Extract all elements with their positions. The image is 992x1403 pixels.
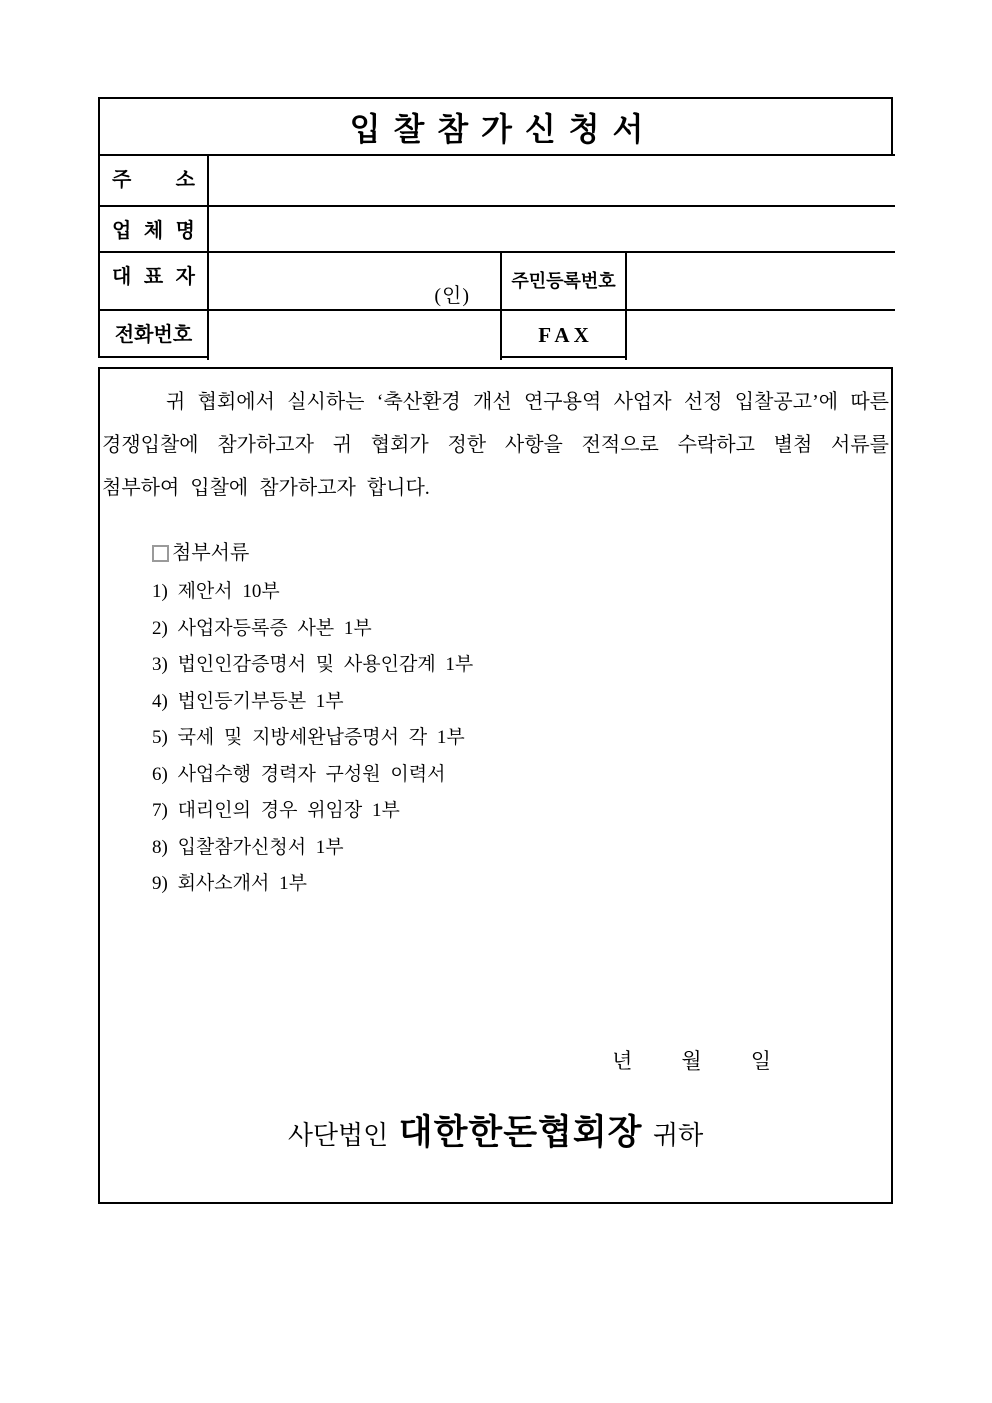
attachment-item: 3) 법인인감증명서 및 사용인감계 1부 bbox=[152, 654, 474, 675]
declaration-paragraph bbox=[100, 381, 891, 510]
address-value-field bbox=[207, 154, 895, 205]
date-day-label: 일 bbox=[750, 1048, 771, 1073]
paragraph-line: 첨부하여 입찰에 참가하고자 합니다. bbox=[102, 477, 430, 499]
attachments-heading bbox=[100, 535, 891, 571]
attachment-item: 7) 대리인의 경우 위임장 1부 bbox=[152, 800, 400, 821]
attachment-item: 1) 제안서 10부 bbox=[152, 581, 280, 602]
phone-value-field bbox=[207, 309, 500, 360]
company-name-value-field bbox=[207, 205, 895, 251]
resident-id-label: 주민등록번호 bbox=[500, 251, 625, 309]
fax-label: F A X bbox=[500, 309, 625, 360]
attachments-list bbox=[100, 574, 891, 903]
attachment-item: 6) 사업수행 경력자 구성원 이력서 bbox=[152, 763, 446, 785]
fax-value-field bbox=[625, 309, 895, 360]
representative-label: 대 표 자 bbox=[100, 251, 207, 309]
company-name-label: 업 체 명 bbox=[100, 205, 207, 251]
resident-id-value-field bbox=[625, 251, 895, 309]
application-body-box bbox=[98, 367, 893, 1204]
closing-line bbox=[100, 1109, 891, 1160]
attachments-heading-label: 첨부서류 bbox=[172, 542, 250, 564]
attachment-item: 5) 국세 및 지방세완납증명서 각 1부 bbox=[152, 727, 465, 748]
attachment-item: 8) 입찰참가신청서 1부 bbox=[152, 836, 344, 858]
attachment-item: 4) 법인등기부등본 1부 bbox=[152, 690, 344, 712]
bid-application-table bbox=[98, 97, 893, 358]
form-title: 입 찰 참 가 신 청 서 bbox=[349, 110, 646, 147]
date-line bbox=[100, 1043, 891, 1079]
address-label: 주 소 bbox=[100, 154, 207, 205]
date-month-label: 월 bbox=[681, 1048, 702, 1073]
phone-label: 전화번호 bbox=[100, 309, 207, 360]
closing-prefix: 사단법인 bbox=[287, 1120, 389, 1150]
paragraph-line: 경쟁입찰에 참가하고자 귀 협회가 정한 사항을 전적으로 수락하고 별첨 서류를 bbox=[102, 434, 889, 456]
paragraph-line: 귀 협회에서 실시하는 ‘축산환경 개선 연구용역 사업자 선정 입찰공고’에 따른 bbox=[166, 391, 889, 413]
date-year-label: 년 bbox=[612, 1048, 633, 1073]
seal-mark: (인) bbox=[434, 285, 470, 307]
organization-name: 대한한돈협회장 bbox=[398, 1112, 643, 1152]
attachment-item: 9) 회사소개서 1부 bbox=[152, 873, 307, 894]
checkbox-icon bbox=[152, 545, 169, 562]
attachment-item: 2) 사업자등록증 사본 1부 bbox=[152, 617, 372, 639]
representative-value-field bbox=[207, 251, 500, 309]
closing-suffix: 귀하 bbox=[652, 1120, 704, 1150]
